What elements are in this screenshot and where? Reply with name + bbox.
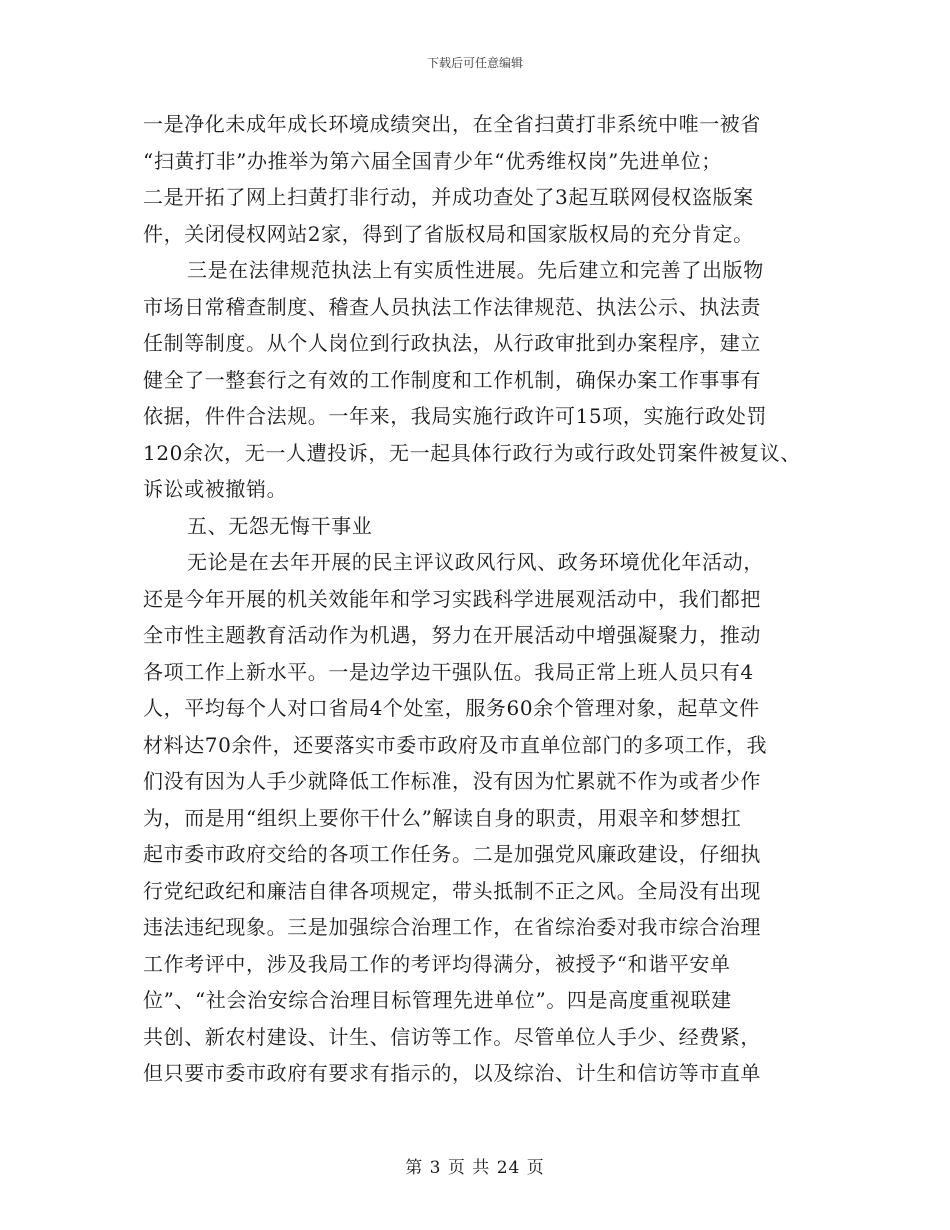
page-header: 下载后可任意编辑 (426, 56, 523, 70)
text-line: 还是今年开展的机关效能年和学习实践科学进展观活动中，我们都把 (143, 586, 761, 611)
text-line: 起市委市政府交给的各项工作任务。二是加强党风廉政建设，仔细执 (143, 842, 761, 866)
section-heading: 五、无怨无悔干事业 (187, 513, 373, 538)
text-line: 依据，件件合法规。一年来，我局实施行政许可15项，实施行政处罚 (143, 404, 768, 428)
text-line: 市场日常稽查制度、稽查人员执法工作法律规范、执法公示、执法责 (143, 294, 761, 319)
text-line: 位”、“社会治安综合治理目标管理先进单位”。四是高度重视联建 (143, 988, 732, 1012)
text-line: 诉讼或被撤销。 (143, 477, 288, 501)
text-line: 们没有因为人手少就降低工作标准，没有因为忙累就不作为或者少作 (143, 769, 761, 793)
text-line: 120余次，无一人遭投诉，无一起具体行政行为或行政处罚案件被复议、 (143, 440, 801, 465)
text-line: 共创、新农村建设、计生、信访等工作。尽管单位人手少、经费紧， (143, 1024, 761, 1049)
text-line: 各项工作上新水平。一是边学边干强队伍。我局正常上班人员只有4 (143, 659, 754, 684)
text-line: 违法违纪现象。三是加强综合治理工作，在省综治委对我市综合治理 (143, 915, 761, 939)
text-line: 件，关闭侵权网站2家，得到了省版权局和国家版权局的充分肯定。 (143, 221, 754, 246)
text-line: 人，平均每个人对口省局4个处室，服务60余个管理对象，起草文件 (143, 696, 760, 720)
text-line: “扫黄打非”办推举为第六届全国青少年“优秀维权岗”先进单位； (143, 148, 722, 173)
text-line: 二是开拓了网上扫黄打非行动，并成功查处了3起互联网侵权盗版案 (143, 185, 754, 209)
text-line: 但只要市委市政府有要求有指示的，以及综治、计生和信访等市直单 (143, 1061, 761, 1085)
page-footer: 第 3 页 共 24 页 (405, 1158, 545, 1178)
text-line: 任制等制度。从个人岗位到行政执法，从行政审批到办案程序，建立 (143, 331, 761, 355)
text-line: 三是在法律规范执法上有实质性进展。先后建立和完善了出版物 (187, 258, 764, 282)
text-line: 健全了一整套行之有效的工作制度和工作机制，确保办案工作事事有 (143, 367, 761, 392)
text-line: 为，而是用“组织上要你干什么”解读自身的职责，用艰辛和梦想扛 (143, 805, 742, 830)
text-line: 工作考评中，涉及我局工作的考评均得满分，被授予“和谐平安单 (143, 951, 731, 976)
text-line: 行党纪政纪和廉洁自律各项规定，带头抵制不正之风。全局没有出现 (143, 878, 761, 903)
text-line: 材料达70余件，还要落实市委市政府及市直单位部门的多项工作，我 (143, 732, 768, 757)
text-line: 一是净化未成年成长环境成绩突出，在全省扫黄打非系统中唯一被省 (143, 112, 761, 136)
text-line: 无论是在去年开展的民主评议政风行风、政务环境优化年活动， (187, 550, 764, 574)
document-body (143, 106, 815, 1092)
text-line: 全市性主题教育活动作为机遇，努力在开展活动中增强凝聚力，推动 (143, 623, 761, 647)
